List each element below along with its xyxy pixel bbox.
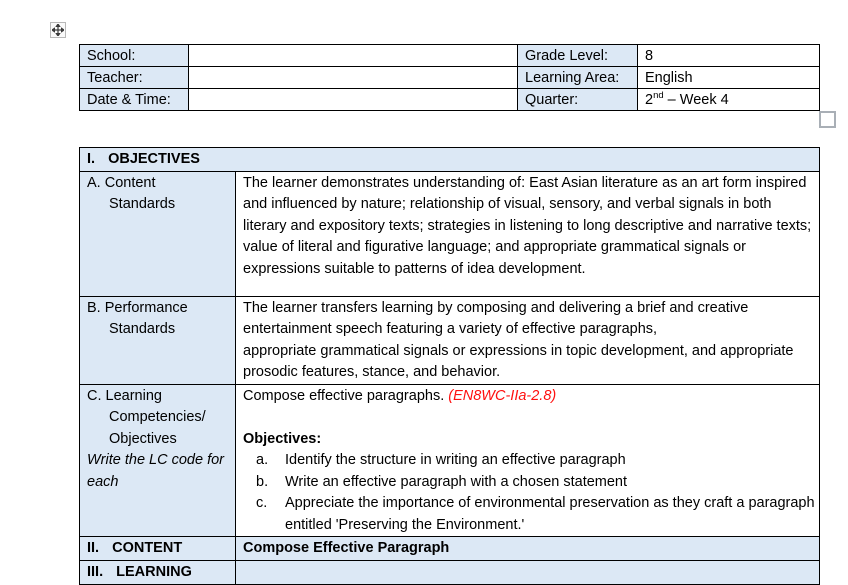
content-standards-label-line1: A. Content <box>87 174 156 191</box>
objective-item-a <box>256 450 815 472</box>
objective-text-c: Appreciate the importance of environmental preservation as they craft a paragraph entitled 'Preserving the Environment.' <box>285 495 815 533</box>
content-numeral: II. <box>87 540 100 556</box>
quarter-value: 2nd – Week 4 <box>645 90 729 108</box>
info-row-school <box>80 45 820 67</box>
performance-standards-label-line2: Standards <box>109 321 176 337</box>
competency-line <box>243 386 815 408</box>
date-time-label-cell[interactable] <box>80 89 189 111</box>
teacher-label-cell[interactable] <box>80 67 189 89</box>
table-resize-handle[interactable] <box>819 111 836 128</box>
objective-item-b <box>256 472 815 494</box>
performance-standards-label-cell[interactable] <box>80 296 236 384</box>
objective-text-a: Identify the structure in writing an effective paragraph <box>285 452 626 468</box>
objective-marker-b: b. <box>256 473 269 490</box>
grade-level-value-cell[interactable] <box>638 45 820 67</box>
learning-area-label: Learning Area: <box>525 70 620 86</box>
objectives-table <box>79 147 820 585</box>
learning-competencies-text-cell[interactable] <box>236 384 820 537</box>
objective-marker-a: a. <box>256 452 269 468</box>
learning-resources-label: LEARNING <box>116 563 192 580</box>
learning-area-label-cell[interactable] <box>518 67 638 89</box>
table-move-handle[interactable] <box>50 22 66 38</box>
objectives-header-label: OBJECTIVES <box>108 151 200 167</box>
content-standards-text: The learner demonstrates understanding of: East Asian literature as an art form inspired and influenced by nature; relationship of visual, sensory, and verbal signals in both literary and expository texts; strategies in listening to long descriptive and narrative texts; value of literal and figurative language; and appropriate grammatical signals or expressions suitable to patterns of idea development. <box>243 174 816 277</box>
learning-area-value-cell[interactable] <box>638 67 820 89</box>
learning-resources-numeral: III. <box>87 563 104 580</box>
learning-competencies-label-line3: Objectives <box>109 430 177 447</box>
content-value: Compose Effective Paragraph <box>243 540 450 556</box>
teacher-label: Teacher: <box>87 70 143 86</box>
content-standards-label-cell[interactable] <box>80 171 236 296</box>
four-way-move-arrow-icon <box>52 24 64 36</box>
content-standards-row <box>80 171 820 296</box>
learning-competencies-label-cell[interactable] <box>80 384 236 537</box>
content-standards-label-line2: Standards <box>109 196 176 212</box>
info-row-teacher <box>80 67 820 89</box>
learning-area-value: English <box>645 70 693 86</box>
learning-competencies-label-line2: Competencies/ <box>109 409 206 425</box>
content-label-cell[interactable] <box>80 537 236 561</box>
grade-level-value: 8 <box>645 48 654 64</box>
performance-standards-row <box>80 296 820 384</box>
learning-resources-label-cell[interactable] <box>80 560 236 584</box>
date-time-value-cell[interactable] <box>189 89 518 111</box>
objective-item-c <box>256 493 815 536</box>
quarter-label-cell[interactable] <box>518 89 638 111</box>
school-value-cell[interactable] <box>189 45 518 67</box>
content-label: CONTENT <box>112 540 183 556</box>
grade-level-label-cell[interactable] <box>518 45 638 67</box>
school-label-cell[interactable] <box>80 45 189 67</box>
school-label: School: <box>87 48 136 64</box>
objectives-header-cell[interactable] <box>80 148 820 172</box>
header-info-table <box>79 44 820 111</box>
objective-text-b: Write an effective paragraph with a chosen statement <box>285 473 628 490</box>
quarter-label: Quarter: <box>525 92 579 108</box>
objectives-header-numeral: I. <box>87 151 96 167</box>
competency-text: Compose effective paragraphs. <box>243 387 449 404</box>
objectives-heading: Objectives: <box>243 430 322 447</box>
content-row <box>80 537 820 561</box>
info-row-date-time <box>80 89 820 111</box>
performance-standards-text: The learner transfers learning by composing and delivering a brief and creative entertainment speech featuring a variety of effective paragraphs, appropriate grammatical signals or expressions in topic development, and appropriate prosodic features, stance, and behavior. <box>243 299 794 380</box>
learning-resources-value-cell[interactable] <box>236 560 820 584</box>
objective-marker-c: c. <box>256 495 268 511</box>
ordinal-superscript: nd <box>653 90 664 102</box>
grade-level-label: Grade Level: <box>525 48 609 64</box>
learning-resources-row <box>80 560 820 584</box>
performance-standards-text-cell[interactable] <box>236 296 820 384</box>
teacher-value-cell[interactable] <box>189 67 518 89</box>
learning-competencies-row <box>80 384 820 537</box>
content-standards-text-cell[interactable] <box>236 171 820 296</box>
learning-competencies-label-line1: C. Learning <box>87 387 162 404</box>
competency-code: (EN8WC-IIa-2.8) <box>448 387 557 404</box>
date-time-label: Date & Time: <box>87 92 171 108</box>
lc-code-note: Write the LC code for each <box>87 452 224 490</box>
performance-standards-label-line1: B. Performance <box>87 299 188 316</box>
content-value-cell[interactable] <box>236 537 820 561</box>
blank-line <box>243 407 815 429</box>
quarter-value-cell[interactable] <box>638 89 820 111</box>
objectives-header-row <box>80 148 820 172</box>
